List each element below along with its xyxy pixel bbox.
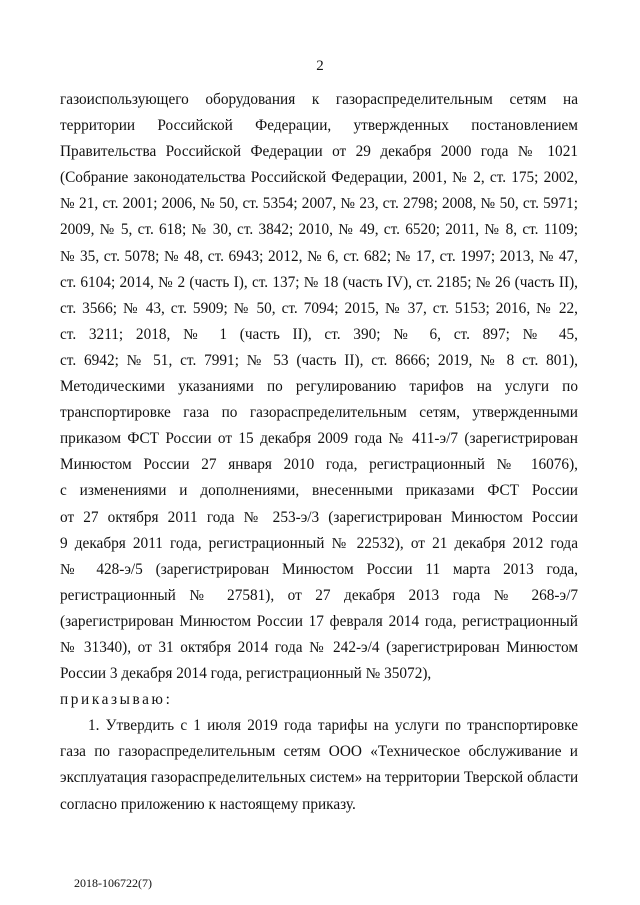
item-1-line: согласно приложению к настоящему приказу.: [60, 795, 356, 813]
text-line: России 3 декабря 2014 года, регистрационный № 35072),: [60, 665, 432, 683]
text-line: № 21, ст. 2001; 2006, № 50, ст. 5354; 2007, № 23, ст. 2798; 2008, № 50, ст. 5971;: [60, 195, 578, 213]
text-line: ст. 3211; 2018, № 1 (часть II), ст. 390; № 6, ст. 897; № 45,: [60, 325, 578, 343]
text-line: № 35, ст. 5078; № 48, ст. 6943; 2012, № 6, ст. 682; № 17, ст. 1997; 2013, № 47,: [60, 247, 578, 265]
text-line: Минюстом России 27 января 2010 года, регистрационный № 16076),: [60, 456, 578, 474]
text-line: Правительства Российской Федерации от 29 декабря 2000 года № 1021: [60, 143, 578, 161]
text-line: 9 декабря 2011 года, регистрационный № 22532), от 21 декабря 2012 года: [60, 534, 578, 552]
text-line: (зарегистрирован Минюстом России 17 февраля 2014 года, регистрационный: [60, 612, 578, 630]
text-line: ст. 6104; 2014, № 2 (часть I), ст. 137; № 18 (часть IV), ст. 2185; № 26 (часть II),: [60, 273, 578, 291]
text-line: газоиспользующего оборудования к газораспределительным сетям на: [60, 91, 578, 108]
order-word: приказываю:: [60, 691, 173, 709]
text-line: 2009, № 5, ст. 618; № 30, ст. 3842; 2010, № 49, ст. 6520; 2011, № 8, ст. 1109;: [60, 221, 578, 239]
page-number: 2: [316, 58, 324, 74]
item-1-line: газа по газораспределительным сетям ООО «Техническое обслуживание и: [60, 743, 578, 761]
text-line: (Собрание законодательства Российской Федерации, 2001, № 2, ст. 175; 2002,: [60, 169, 578, 187]
document-code: 2018-106722(7): [74, 876, 152, 890]
text-line: территории Российской Федерации, утвержденных постановлением: [60, 117, 578, 135]
item-1-line: эксплуатация газораспределительных систем» на территории Тверской области: [60, 769, 579, 787]
text-line: ст. 6942; № 51, ст. 7991; № 53 (часть II), ст. 8666; 2019, № 8 ст. 801),: [60, 351, 578, 369]
text-line: Методическими указаниями по регулированию тарифов на услуги по: [60, 378, 578, 396]
text-line: ст. 3566; № 43, ст. 5909; № 50, ст. 7094; 2015, № 37, ст. 5153; 2016, № 22,: [60, 299, 578, 317]
document-body: [60, 87, 578, 818]
text-line: регистрационный № 27581), от 27 декабря 2013 года № 268-э/7: [60, 586, 578, 604]
text-line: от 27 октября 2011 года № 253-э/3 (зарегистрирован Минюстом России: [60, 508, 578, 526]
text-line: приказом ФСТ России от 15 декабря 2009 года № 411-э/7 (зарегистрирован: [60, 430, 578, 448]
text-line: № 31340), от 31 октября 2014 года № 242-э/4 (зарегистрирован Минюстом: [60, 638, 578, 656]
text-line: № 428-э/5 (зарегистрирован Минюстом России 11 марта 2013 года,: [60, 560, 578, 578]
text-line: транспортировке газа по газораспределительным сетям, утвержденными: [60, 404, 578, 422]
item-1-line: 1. Утвердить с 1 июля 2019 года тарифы на услуги по транспортировке: [88, 717, 578, 735]
text-line: с изменениями и дополнениями, внесенными приказами ФСТ России: [60, 482, 578, 500]
